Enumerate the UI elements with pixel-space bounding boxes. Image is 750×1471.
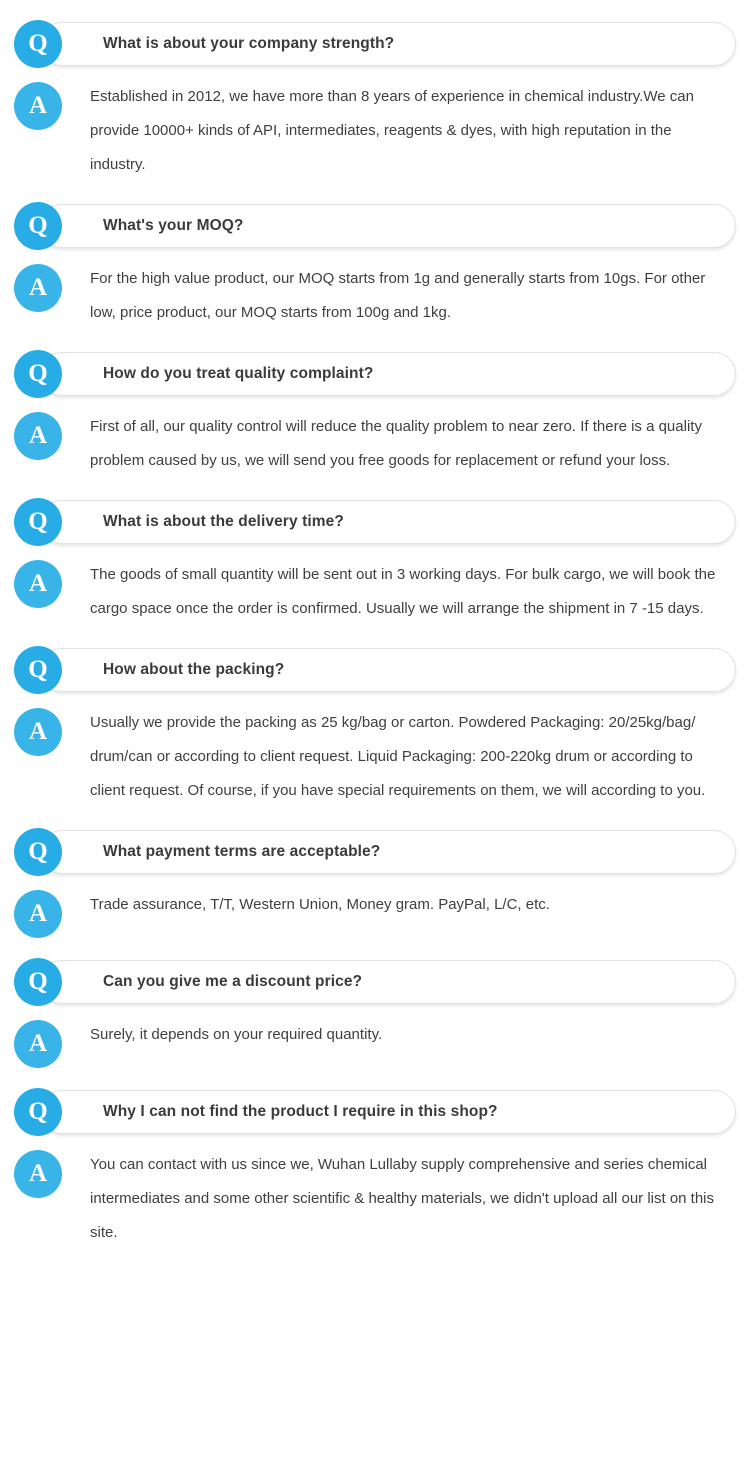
faq-question-text: What is about your company strength? [103,35,395,52]
answer-badge-column [14,558,62,608]
faq-question-text: What is about the delivery time? [103,513,344,530]
faq-item [14,1086,736,1262]
faq-question-row[interactable] [14,200,736,252]
answer-badge-column [14,1018,62,1068]
faq-item [14,18,736,194]
faq-item [14,956,736,1080]
question-badge-icon: Q [14,498,62,546]
faq-question-row[interactable] [14,496,736,548]
faq-question-text: Why I can not find the product I require in this shop? [103,1103,498,1120]
faq-answer-row [14,1012,736,1080]
faq-answer-text: Usually we provide the packing as 25 kg/bag or carton. Powdered Packaging: 20/25kg/bag/ drum/can or according to client request. Liquid Packaging: 200-220kg drum or according to client request. Of course, if you have special requirements on them, we will according to you. [90,714,706,799]
faq-question-text: How about the packing? [103,661,285,678]
question-badge-icon: Q [14,646,62,694]
faq-question-row[interactable] [14,348,736,400]
faq-answer-text: For the high value product, our MOQ starts from 1g and generally starts from 10gs. For other low, price product, our MOQ starts from 100g and 1kg. [90,270,706,321]
faq-question-text: What payment terms are acceptable? [103,843,381,860]
answer-badge-icon: A [14,1020,62,1068]
faq-answer-text: You can contact with us since we, Wuhan Lullaby supply comprehensive and series chemical intermediates and some other scientific & healthy materials, we didn't upload all our list on this site. [90,1156,715,1241]
faq-question-bubble [40,204,736,248]
faq-answer-text: The goods of small quantity will be sent out in 3 working days. For bulk cargo, we will book the cargo space once the order is confirmed. Usually we will arrange the shipment in 7 -15 days. [90,566,716,617]
answer-badge-icon: A [14,1150,62,1198]
faq-answer-text: First of all, our quality control will reduce the quality problem to near zero. If there is a quality problem caused by us, we will send you free goods for replacement or refund your loss. [90,418,702,469]
faq-item [14,200,736,342]
faq-question-row[interactable] [14,956,736,1008]
question-badge-icon: Q [14,202,62,250]
faq-question-bubble [40,500,736,544]
answer-badge-column [14,1148,62,1198]
answer-badge-column [14,262,62,312]
faq-item [14,348,736,490]
faq-question-text: What's your MOQ? [103,217,244,234]
answer-badge-icon: A [14,82,62,130]
faq-question-bubble [40,648,736,692]
answer-badge-column [14,888,62,938]
question-badge-icon: Q [14,20,62,68]
faq-question-row[interactable] [14,18,736,70]
faq-question-text: Can you give me a discount price? [103,973,363,990]
faq-answer-row [14,404,736,490]
faq-answer-row [14,74,736,194]
faq-answer-text: Trade assurance, T/T, Western Union, Money gram. PayPal, L/C, etc. [90,896,550,913]
faq-question-text: How do you treat quality complaint? [103,365,374,382]
answer-badge-icon: A [14,708,62,756]
faq-question-bubble [40,352,736,396]
faq-question-bubble [40,1090,736,1134]
faq-question-bubble [40,22,736,66]
faq-question-row[interactable] [14,826,736,878]
faq-item [14,496,736,638]
answer-badge-icon: A [14,890,62,938]
answer-badge-icon: A [14,412,62,460]
faq-question-bubble [40,830,736,874]
faq-answer-text: Surely, it depends on your required quantity. [90,1026,383,1043]
answer-badge-column [14,80,62,130]
answer-badge-icon: A [14,264,62,312]
question-badge-icon: Q [14,350,62,398]
faq-question-row[interactable] [14,644,736,696]
faq-answer-row [14,700,736,820]
faq-question-row[interactable] [14,1086,736,1138]
faq-answer-row [14,552,736,638]
faq-answer-row [14,882,736,950]
faq-answer-row [14,1142,736,1262]
question-badge-icon: Q [14,1088,62,1136]
faq-answer-text: Established in 2012, we have more than 8 years of experience in chemical industry.We can provide 10000+ kinds of API, intermediates, reagents & dyes, with high reputation in the industry. [90,88,694,173]
answer-badge-column [14,706,62,756]
answer-badge-column [14,410,62,460]
question-badge-icon: Q [14,958,62,1006]
answer-badge-icon: A [14,560,62,608]
faq-answer-row [14,256,736,342]
question-badge-icon: Q [14,828,62,876]
faq-item [14,826,736,950]
faq-item [14,644,736,820]
faq-question-bubble [40,960,736,1004]
